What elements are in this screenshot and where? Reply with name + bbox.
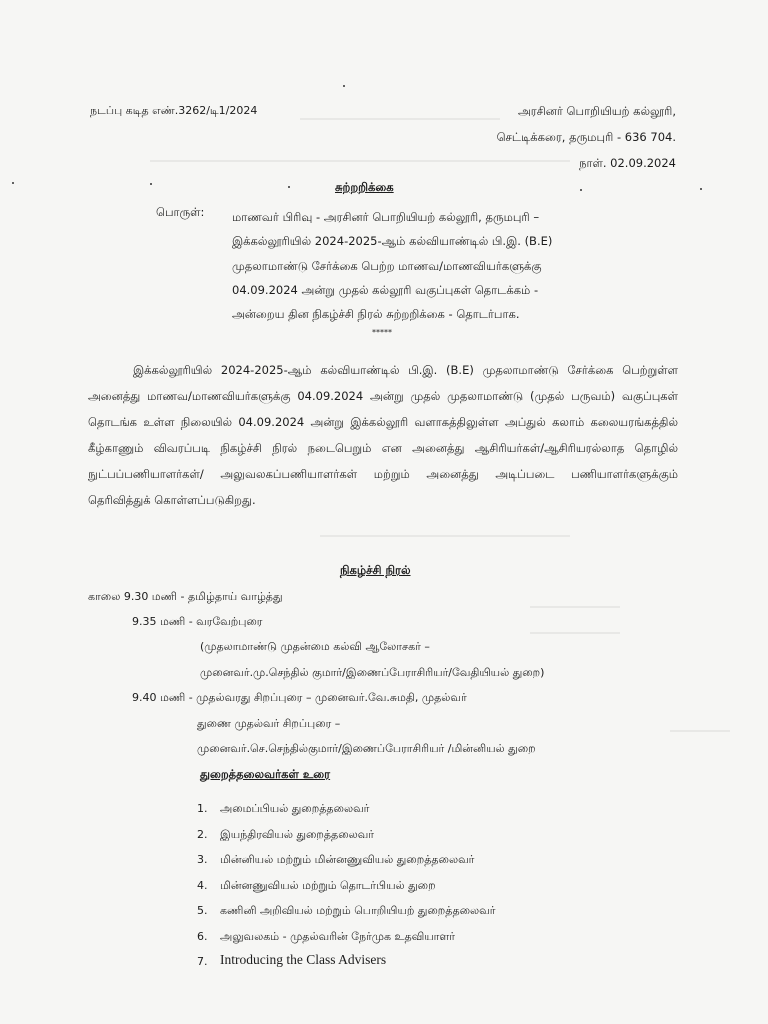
scan-artifact [530,632,620,634]
letter-date: நாள். 02.09.2024 [579,156,676,170]
program-item: காலை 9.30 மணி - தமிழ்தாய் வாழ்த்து [88,590,283,603]
list-number: 7. [197,955,208,968]
separator: ***** [372,328,392,337]
list-number: 5. [197,904,208,917]
subject-line: மாணவர் பிரிவு - அரசினர் பொறியியற் கல்லூரி, தருமபுரி – [232,210,540,224]
body-paragraph: இக்கல்லூரியில் 2024-2025-ஆம் கல்வியாண்டில் பி.இ. (B.E) முதலாமாண்டு சேர்க்கை பெற்றுள்ள அனைத்து மாணவ/மாணவியர்களுக்கு 04.09.2024 அன்று முதல் முதலாமாண்டு (முதல் பருவம்) வகுப்புகள் தொடங்க உள்ள நிலையில் 04.09.2024 அன்று இக்கல்லூரி வளாகத்திலுள்ள அப்துல் கலாம் கலையரங்கத்தில் கீழ்காணும் விவரப்படி நிகழ்ச்சி நிரல் நடைபெறும் என அனைத்து ஆசிரியர்கள்/ஆசிரியரல்லாத தொழில் நுட்பப்பணியாளர்கள்/ அலுவலகப்பணியாளர்கள் மற்றும் அனைத்து அடிப்படை பணியாளர்களுக்கும் தெரிவித்துக் கொள்ளப்படுகிறது. [88,363,678,507]
list-item: மின்னணுவியல் மற்றும் தொடர்பியல் துறை [220,879,436,892]
list-number: 2. [197,828,208,841]
scan-speck [580,189,582,191]
subject-line: முதலாமாண்டு சேர்க்கை பெற்ற மாணவ/மாணவியர்களுக்கு [232,258,542,273]
list-item: மின்னியல் மற்றும் மின்னணுவியல் துறைத்தலைவர் [220,853,475,866]
list-number: 3. [197,853,208,866]
list-item: அமைப்பியல் துறைத்தலைவர் [220,802,370,815]
scan-speck [150,183,152,185]
scan-artifact [150,160,570,162]
subject-label: பொருள்: [156,205,205,219]
subject-line: அன்றைய தின நிகழ்ச்சி நிரல் சுற்றறிக்கை - தொடர்பாக. [232,307,520,322]
program-item: முனைவர்.செ.செந்தில்குமார்/இணைப்பேராசிரியர் /மின்னியல் துறை [197,742,536,755]
list-item: இயந்திரவியல் துறைத்தலைவர் [220,828,375,841]
list-item: Introducing the Class Advisers [220,952,387,967]
program-title: நிகழ்ச்சி நிரல் [340,563,411,577]
circular-title: சுற்றறிக்கை [335,180,394,194]
list-number: 4. [197,879,208,892]
scan-artifact [320,535,570,537]
scan-artifact [530,606,620,608]
program-item: 9.35 மணி - வரவேற்புரை [132,615,263,628]
subject-line: இக்கல்லூரியில் 2024-2025-ஆம் கல்வியாண்டில் பி.இ. (B.E) [232,234,553,249]
list-item: அலுவலகம் - முதல்வரின் நேர்முக உதவியாளர் [220,930,456,943]
list-number: 6. [197,930,208,943]
subject-block [232,205,632,326]
scan-speck [700,188,702,190]
reference-number: நடப்பு கடித எண்.3262/டி1/2024 [90,104,258,117]
program-item: முனைவர்.மு.செந்தில் குமார்/இணைப்பேராசிரியர்/வேதியியல் துறை) [200,666,545,679]
college-address: செட்டிக்கரை, தருமபுரி - 636 704. [496,130,676,144]
scan-speck [12,182,14,184]
scan-speck [288,186,290,188]
program-item: 9.40 மணி - முதல்வரது சிறப்புரை – முனைவர்.வே.சுமதி, முதல்வர் [132,691,467,704]
college-name: அரசினர் பொறியியற் கல்லூரி, [517,104,676,118]
program-item: (முதலாமாண்டு முதன்மை கல்வி ஆலோசகர் – [200,640,430,653]
list-number: 1. [197,802,208,815]
subject-line: 04.09.2024 அன்று முதல் கல்லூரி வகுப்புகள் தொடக்கம் - [232,282,539,297]
scan-speck [343,85,345,87]
hod-title: துறைத்தலைவர்கள் உரை [200,767,331,781]
scan-artifact [670,730,730,732]
scan-artifact [300,118,500,120]
list-item: கணினி அறிவியல் மற்றும் பொறியியற் துறைத்தலைவர் [220,904,496,917]
program-item: துணை முதல்வர் சிறப்புரை – [197,717,341,730]
